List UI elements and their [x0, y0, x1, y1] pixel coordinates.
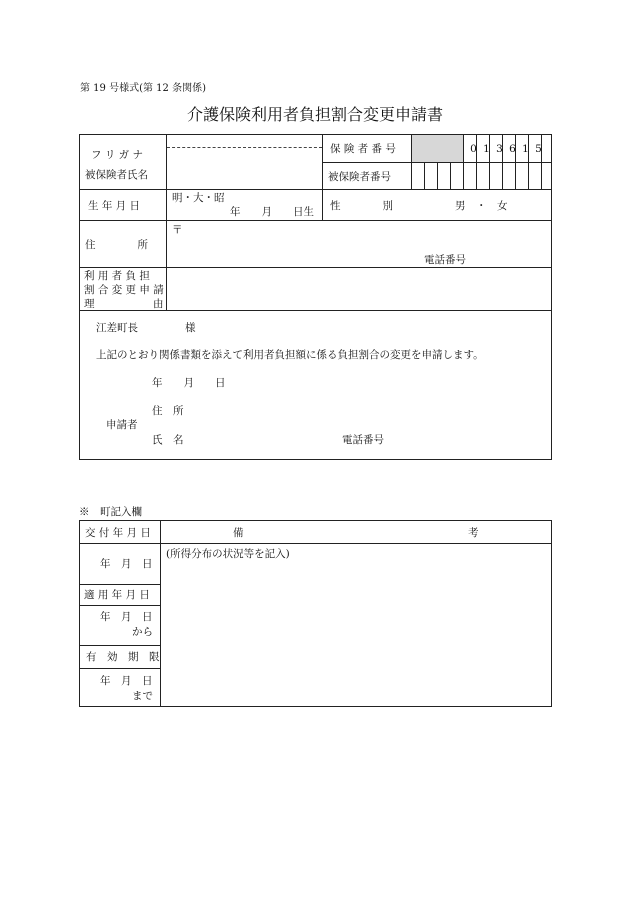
apply-date-value[interactable]: 年 月 日 — [100, 611, 153, 623]
insurer-number-label: 保 険 者 番 号 — [330, 143, 396, 155]
insured-name-label: 被保険者氏名 — [85, 169, 148, 181]
reason-label-line3b: 由 — [153, 298, 164, 310]
era-options[interactable]: 明・大・昭 — [172, 192, 225, 204]
insured-name-field[interactable] — [167, 148, 322, 188]
birth-date-label: 生 年 月 日 — [88, 200, 141, 212]
office-section-title: ※ 町記入欄 — [79, 506, 142, 518]
remarks-label-b: 考 — [468, 527, 479, 539]
address-field[interactable] — [167, 221, 552, 267]
addressee: 江差町長 — [96, 322, 138, 334]
form-number: 第 19 号様式(第 12 条関係) — [80, 83, 206, 94]
honorific: 様 — [185, 322, 196, 334]
furigana-label: フ リ ガ ナ — [91, 149, 144, 161]
insurer-digit: 0 — [470, 143, 477, 155]
insurer-digit: 1 — [522, 143, 529, 155]
insurer-digit: 1 — [483, 143, 490, 155]
form-title: 介護保険利用者負担割合変更申請書 — [186, 105, 443, 124]
validity-date-value[interactable]: 年 月 日 — [100, 675, 153, 687]
birth-date-format[interactable]: 年 月 日生 — [230, 206, 314, 218]
insurer-digit: 6 — [509, 143, 516, 155]
validity-label: 有 効 期 限 — [86, 651, 160, 663]
address-label: 住 所 — [85, 239, 148, 251]
insurer-digit: 3 — [496, 143, 503, 155]
reason-label-line1: 利 用 者 負 担 — [84, 270, 150, 282]
until-label: まで — [132, 690, 153, 702]
reason-label-line2: 割 合 変 更 申 請 — [84, 284, 164, 296]
applicant-label: 申請者 — [106, 419, 138, 431]
remarks-hint: (所得分布の状況等を記入) — [166, 548, 290, 560]
issue-date-label: 交 付 年 月 日 — [85, 527, 151, 539]
apply-date-label: 適 用 年 月 日 — [84, 589, 150, 601]
insured-number-label: 被保険者番号 — [328, 171, 391, 183]
applicant-address-label: 住 所 — [152, 405, 184, 417]
sex-label: 性 別 — [330, 200, 393, 212]
insured-number-field[interactable] — [412, 163, 552, 189]
address-phone-label: 電話番号 — [424, 254, 466, 266]
from-label: から — [132, 626, 153, 638]
remarks-field[interactable] — [161, 544, 552, 707]
request-statement: 上記のとおり関係書類を添えて利用者負担額に係る負担割合の変更を申請します。 — [96, 349, 484, 361]
reason-field[interactable] — [167, 268, 552, 310]
request-date-format[interactable]: 年 月 日 — [152, 377, 226, 389]
insurer-number-shaded-cells — [412, 135, 463, 162]
remarks-label-a: 備 — [233, 527, 244, 539]
applicant-name-label: 氏 名 — [152, 434, 184, 446]
issue-date-value[interactable]: 年 月 日 — [100, 558, 153, 570]
reason-label-line3a: 理 — [84, 298, 95, 310]
applicant-phone-label: 電話番号 — [342, 434, 384, 446]
sex-options[interactable]: 男 ・ 女 — [455, 200, 508, 212]
postal-mark: 〒 — [172, 224, 183, 236]
insurer-digit: 5 — [535, 143, 542, 155]
